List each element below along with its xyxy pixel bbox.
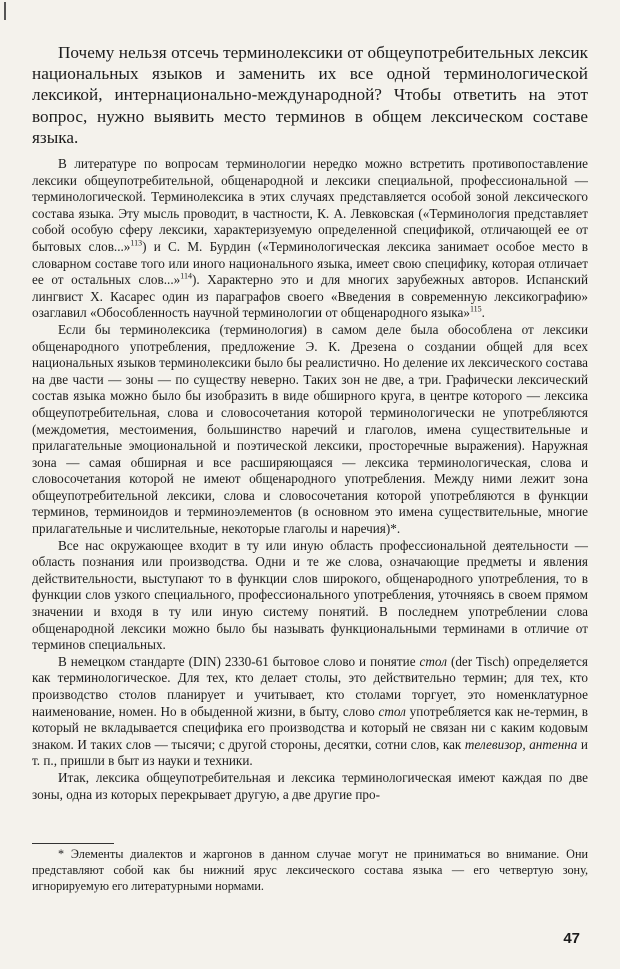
text-run: В литературе по вопросам терминологии нередко можно встретить противопоставление лексики общеупотребительной, общенародной и лексики специальной, профессиональной — терминологической. Терминолексика в этих случаях представляется особой зоной лексического состава языка. Эту мысль проводит, в частности, К. А. Левковская («Терминология представляет собой особую сферу лексики, характеризуемую определенной спецификой, отличающей ее от бытовых слов...» bbox=[32, 156, 588, 254]
paragraph bbox=[32, 770, 588, 803]
text-run: Если бы терминолексика (терминология) в самом деле была обособлена от лексики общенародного употребления, предложение Э. К. Дрезена о создании общей для всех национальных языков терминолексики было бы реалистично. Но деление их лексического состава на две части — зоны — по существу неверно. Таких зон не две, а три. Графически лексический состав языка можно было бы изобразить в виде обширного круга, в центре которого — лексика общеупотребительная, слова и словосочетания которой терминологически не употребляются (междометия, местоимения, большинство наречий и глаголов, имена существительные и прилагательные эмоциональной и поэтической лексики, просторечные выражения). Наружная зона — самая обширная и все расширяющаяся — лексика терминологическая, слова и словосочетания которой не имеют общенародного употребления. Между ними лежит зона общеупотребительной лексики, слова и словосочетания которой употребляются в функции терминов, терминоидов и терминоэлементов (в основном это имена существительные, многие прилагательные и числительные, некоторые глаголы и наречия)*. bbox=[32, 321, 588, 537]
paragraph bbox=[32, 156, 588, 322]
text-run: и т. п., пришли в быт из науки и техники. bbox=[32, 736, 588, 769]
paragraph bbox=[32, 322, 588, 538]
paragraph bbox=[32, 538, 588, 654]
italic-term: стол bbox=[419, 653, 447, 669]
footnote-reference: 113 bbox=[130, 238, 143, 248]
footnote-reference: 114 bbox=[180, 271, 192, 281]
body-text bbox=[32, 156, 588, 803]
section-heading: Почему нельзя отсечь терминолексики от общеупотребительных лексик национальных языков и заменить их все одной терминологической лексикой, интернационально-международной? Чтобы ответить на этот вопрос, нужно выявить место терминов в общем лексическом составе языка. bbox=[32, 43, 588, 147]
italic-term: стол bbox=[378, 703, 406, 719]
paragraph bbox=[32, 654, 588, 770]
text-run: В немецком стандарте (DIN) 2330-61 бытовое слово и понятие bbox=[58, 653, 420, 669]
footnote-rule bbox=[32, 843, 114, 844]
italic-term: телевизор, антенна bbox=[464, 736, 578, 752]
text-run: . bbox=[481, 305, 485, 321]
margin-mark bbox=[4, 2, 6, 20]
footnote: * Элементы диалектов и жаргонов в данном случае могут не приниматься во внимание. Они представляют собой как бы нижний ярус лексического состава языка — его четвертую зону, игнорируемую его литературными нормами. bbox=[32, 847, 588, 893]
text-run: ) и С. М. Бурдин («Терминологическая лексика занимает особое место в словарном составе того или иного национального языка, имеет свою специфику, которая отличает ее от остальных слов...» bbox=[32, 238, 588, 288]
text-run: Все нас окружающее входит в ту или иную область профессиональной деятельности — область познания или производства. Одни и те же слова, означающие предметы и явления действительности, выступают то в функции слов широкого, общенародного употребления, то в функции слов узкого специального, профессионального употребления, уточняясь в своем прямом значении и входя в ту или иную систему понятий. В последнем употреблении слова общенародной лексики можно было бы называть функциональными терминами в отличие от терминов специальных. bbox=[32, 537, 588, 653]
text-run: Итак, лексика общеупотребительная и лексика терминологическая имеют каждая по две зоны, одна из которых перекрывает другую, а две другие про- bbox=[32, 769, 588, 802]
text-run: (der Tisch) определяется как терминологическое. Для тех, кто делает столы, это действительно термин; для тех, кто производство столов планирует и учитывает, кто столами торгует, это номенклатурное наименование, номен. Но в обыденной жизни, в быту, слово bbox=[32, 653, 588, 719]
footnote-reference: 115 bbox=[469, 304, 482, 314]
text-run: употребляется как не-термин, в который не вкладывается специфика его производства и который не связан ни с каким кодовым знаком. И таких слов — тысячи; с другой стороны, десятки, сотни слов, как bbox=[32, 703, 588, 752]
text-run: ). Характерно это и для многих зарубежных авторов. Испанский лингвист Х. Касарес один из параграфов своего «Введения в современную лексикографию» озаглавил «Обособленность научной терминологии от общенародного языка» bbox=[32, 272, 588, 321]
page-number: 47 bbox=[563, 930, 580, 947]
